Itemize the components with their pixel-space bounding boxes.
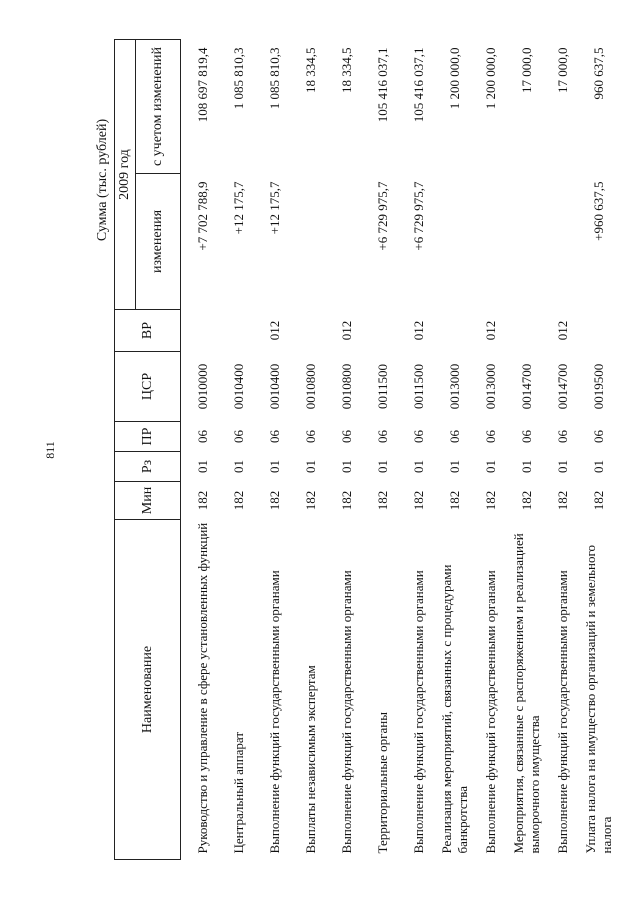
row-change [329, 174, 365, 310]
row-total: 18 334,5 [303, 47, 318, 93]
table-row [581, 40, 617, 860]
table-row [221, 40, 257, 860]
table-row [293, 40, 329, 860]
header-min: Мин [115, 482, 181, 520]
row-rz: 01 [519, 460, 534, 473]
row-total: 1 085 810,3 [231, 47, 246, 110]
row-name: Выполнение функций государственными органами [411, 570, 426, 854]
row-pr: 06 [231, 430, 246, 443]
row-rz: 01 [591, 460, 606, 473]
row-total: 18 334,5 [339, 47, 354, 93]
row-min: 182 [483, 490, 498, 511]
row-name: Уплата налога на имущество организаций и земельного налога [583, 544, 614, 854]
row-min: 182 [267, 490, 282, 511]
budget-table [114, 39, 617, 860]
row-total: 1 085 810,3 [267, 47, 282, 110]
row-csr: 0010400 [231, 363, 246, 410]
row-pr: 06 [411, 430, 426, 443]
row-total: 1 200 000,0 [447, 47, 462, 110]
row-pr: 06 [195, 430, 210, 443]
row-min: 182 [303, 490, 318, 511]
row-change: +6 729 975,7 [411, 181, 426, 251]
row-pr: 06 [339, 430, 354, 443]
row-total: 17 000,0 [555, 47, 570, 93]
row-rz: 01 [555, 460, 570, 473]
row-min: 182 [231, 490, 246, 511]
row-min: 182 [195, 490, 210, 511]
row-vr: 012 [483, 320, 498, 341]
row-total: 105 416 037,1 [411, 47, 426, 123]
table-row [401, 40, 437, 860]
row-name: Центральный аппарат [231, 731, 246, 854]
row-total: 105 416 037,1 [375, 47, 390, 123]
row-rz: 01 [339, 460, 354, 473]
table-row [509, 40, 545, 860]
row-total: 108 697 819,4 [195, 47, 210, 123]
row-total: 960 637,5 [591, 47, 606, 100]
row-vr [293, 310, 329, 352]
row-pr: 06 [267, 430, 282, 443]
row-csr: 0014700 [555, 363, 570, 410]
row-change: +6 729 975,7 [375, 181, 390, 251]
row-csr: 0011500 [375, 363, 390, 410]
row-rz: 01 [447, 460, 462, 473]
row-vr [581, 310, 617, 352]
row-csr: 0010400 [267, 363, 282, 410]
row-name: Руководство и управление в сфере установленных функций [195, 522, 210, 854]
header-rz: Рз [115, 452, 181, 482]
table-row [181, 40, 222, 860]
row-vr [221, 310, 257, 352]
row-csr: 0010800 [339, 363, 354, 410]
row-name: Выполнение функций государственными органами [339, 570, 354, 854]
row-rz: 01 [411, 460, 426, 473]
row-csr: 0014700 [519, 363, 534, 410]
row-min: 182 [555, 490, 570, 511]
row-name: Выполнение функций государственными органами [555, 570, 570, 854]
header-csr: ЦСР [115, 352, 181, 422]
row-pr: 06 [555, 430, 570, 443]
table-row [473, 40, 509, 860]
header-year: 2009 год [115, 40, 136, 310]
row-total: 17 000,0 [519, 47, 534, 93]
row-change: +960 637,5 [591, 181, 606, 241]
row-total: 1 200 000,0 [483, 47, 498, 110]
row-name: Мероприятия, связанные с распоряжением и реализацией выморочного имущества [511, 533, 542, 854]
row-min: 182 [591, 490, 606, 511]
row-rz: 01 [267, 460, 282, 473]
table-row [545, 40, 581, 860]
row-change: +7 702 788,9 [195, 181, 210, 251]
row-name: Выполнение функций государственными органами [483, 570, 498, 854]
row-csr: 0011500 [411, 363, 426, 410]
page-number: 811 [43, 441, 57, 459]
row-name: Выполнение функций государственными органами [267, 570, 282, 854]
row-rz: 01 [375, 460, 390, 473]
row-min: 182 [411, 490, 426, 511]
row-min: 182 [375, 490, 390, 511]
row-pr: 06 [519, 430, 534, 443]
row-vr [509, 310, 545, 352]
row-vr [437, 310, 473, 352]
row-change [473, 174, 509, 310]
row-csr: 0010800 [303, 363, 318, 410]
header-pr: ПР [115, 422, 181, 452]
row-pr: 06 [447, 430, 462, 443]
row-min: 182 [447, 490, 462, 511]
row-pr: 06 [303, 430, 318, 443]
row-vr: 012 [267, 320, 282, 341]
row-vr: 012 [339, 320, 354, 341]
row-pr: 06 [591, 430, 606, 443]
row-name: Реализация мероприятий, связанных с процедурами банкротства [439, 564, 470, 854]
header-changes: изменения [136, 174, 181, 310]
row-change [509, 174, 545, 310]
table-row [329, 40, 365, 860]
row-rz: 01 [231, 460, 246, 473]
row-rz: 01 [483, 460, 498, 473]
rotated-page [94, 40, 640, 860]
header-vr: ВР [115, 310, 181, 352]
row-csr: 0010000 [195, 363, 210, 410]
table-row [257, 40, 293, 860]
row-csr: 0019500 [591, 363, 606, 410]
row-vr: 012 [555, 320, 570, 341]
row-csr: 0013000 [447, 363, 462, 410]
table-row [365, 40, 401, 860]
row-change: +12 175,7 [267, 181, 282, 235]
table-row [437, 40, 473, 860]
row-vr: 012 [411, 320, 426, 341]
row-min: 182 [339, 490, 354, 511]
header-name: Наименование [115, 520, 181, 860]
row-pr: 06 [375, 430, 390, 443]
row-vr [365, 310, 401, 352]
table-body [181, 40, 618, 860]
row-change [545, 174, 581, 310]
row-name: Выплаты независимым экспертам [303, 665, 318, 854]
row-rz: 01 [195, 460, 210, 473]
row-change [437, 174, 473, 310]
row-min: 182 [519, 490, 534, 511]
row-rz: 01 [303, 460, 318, 473]
row-change: +12 175,7 [231, 181, 246, 235]
unit-caption: Сумма (тыс. рублей) [95, 118, 110, 242]
row-vr [181, 310, 222, 352]
row-change [293, 174, 329, 310]
row-csr: 0013000 [483, 363, 498, 410]
header-with-changes: с учетом изменений [136, 40, 181, 174]
row-pr: 06 [483, 430, 498, 443]
row-name: Территориальные органы [375, 712, 390, 854]
